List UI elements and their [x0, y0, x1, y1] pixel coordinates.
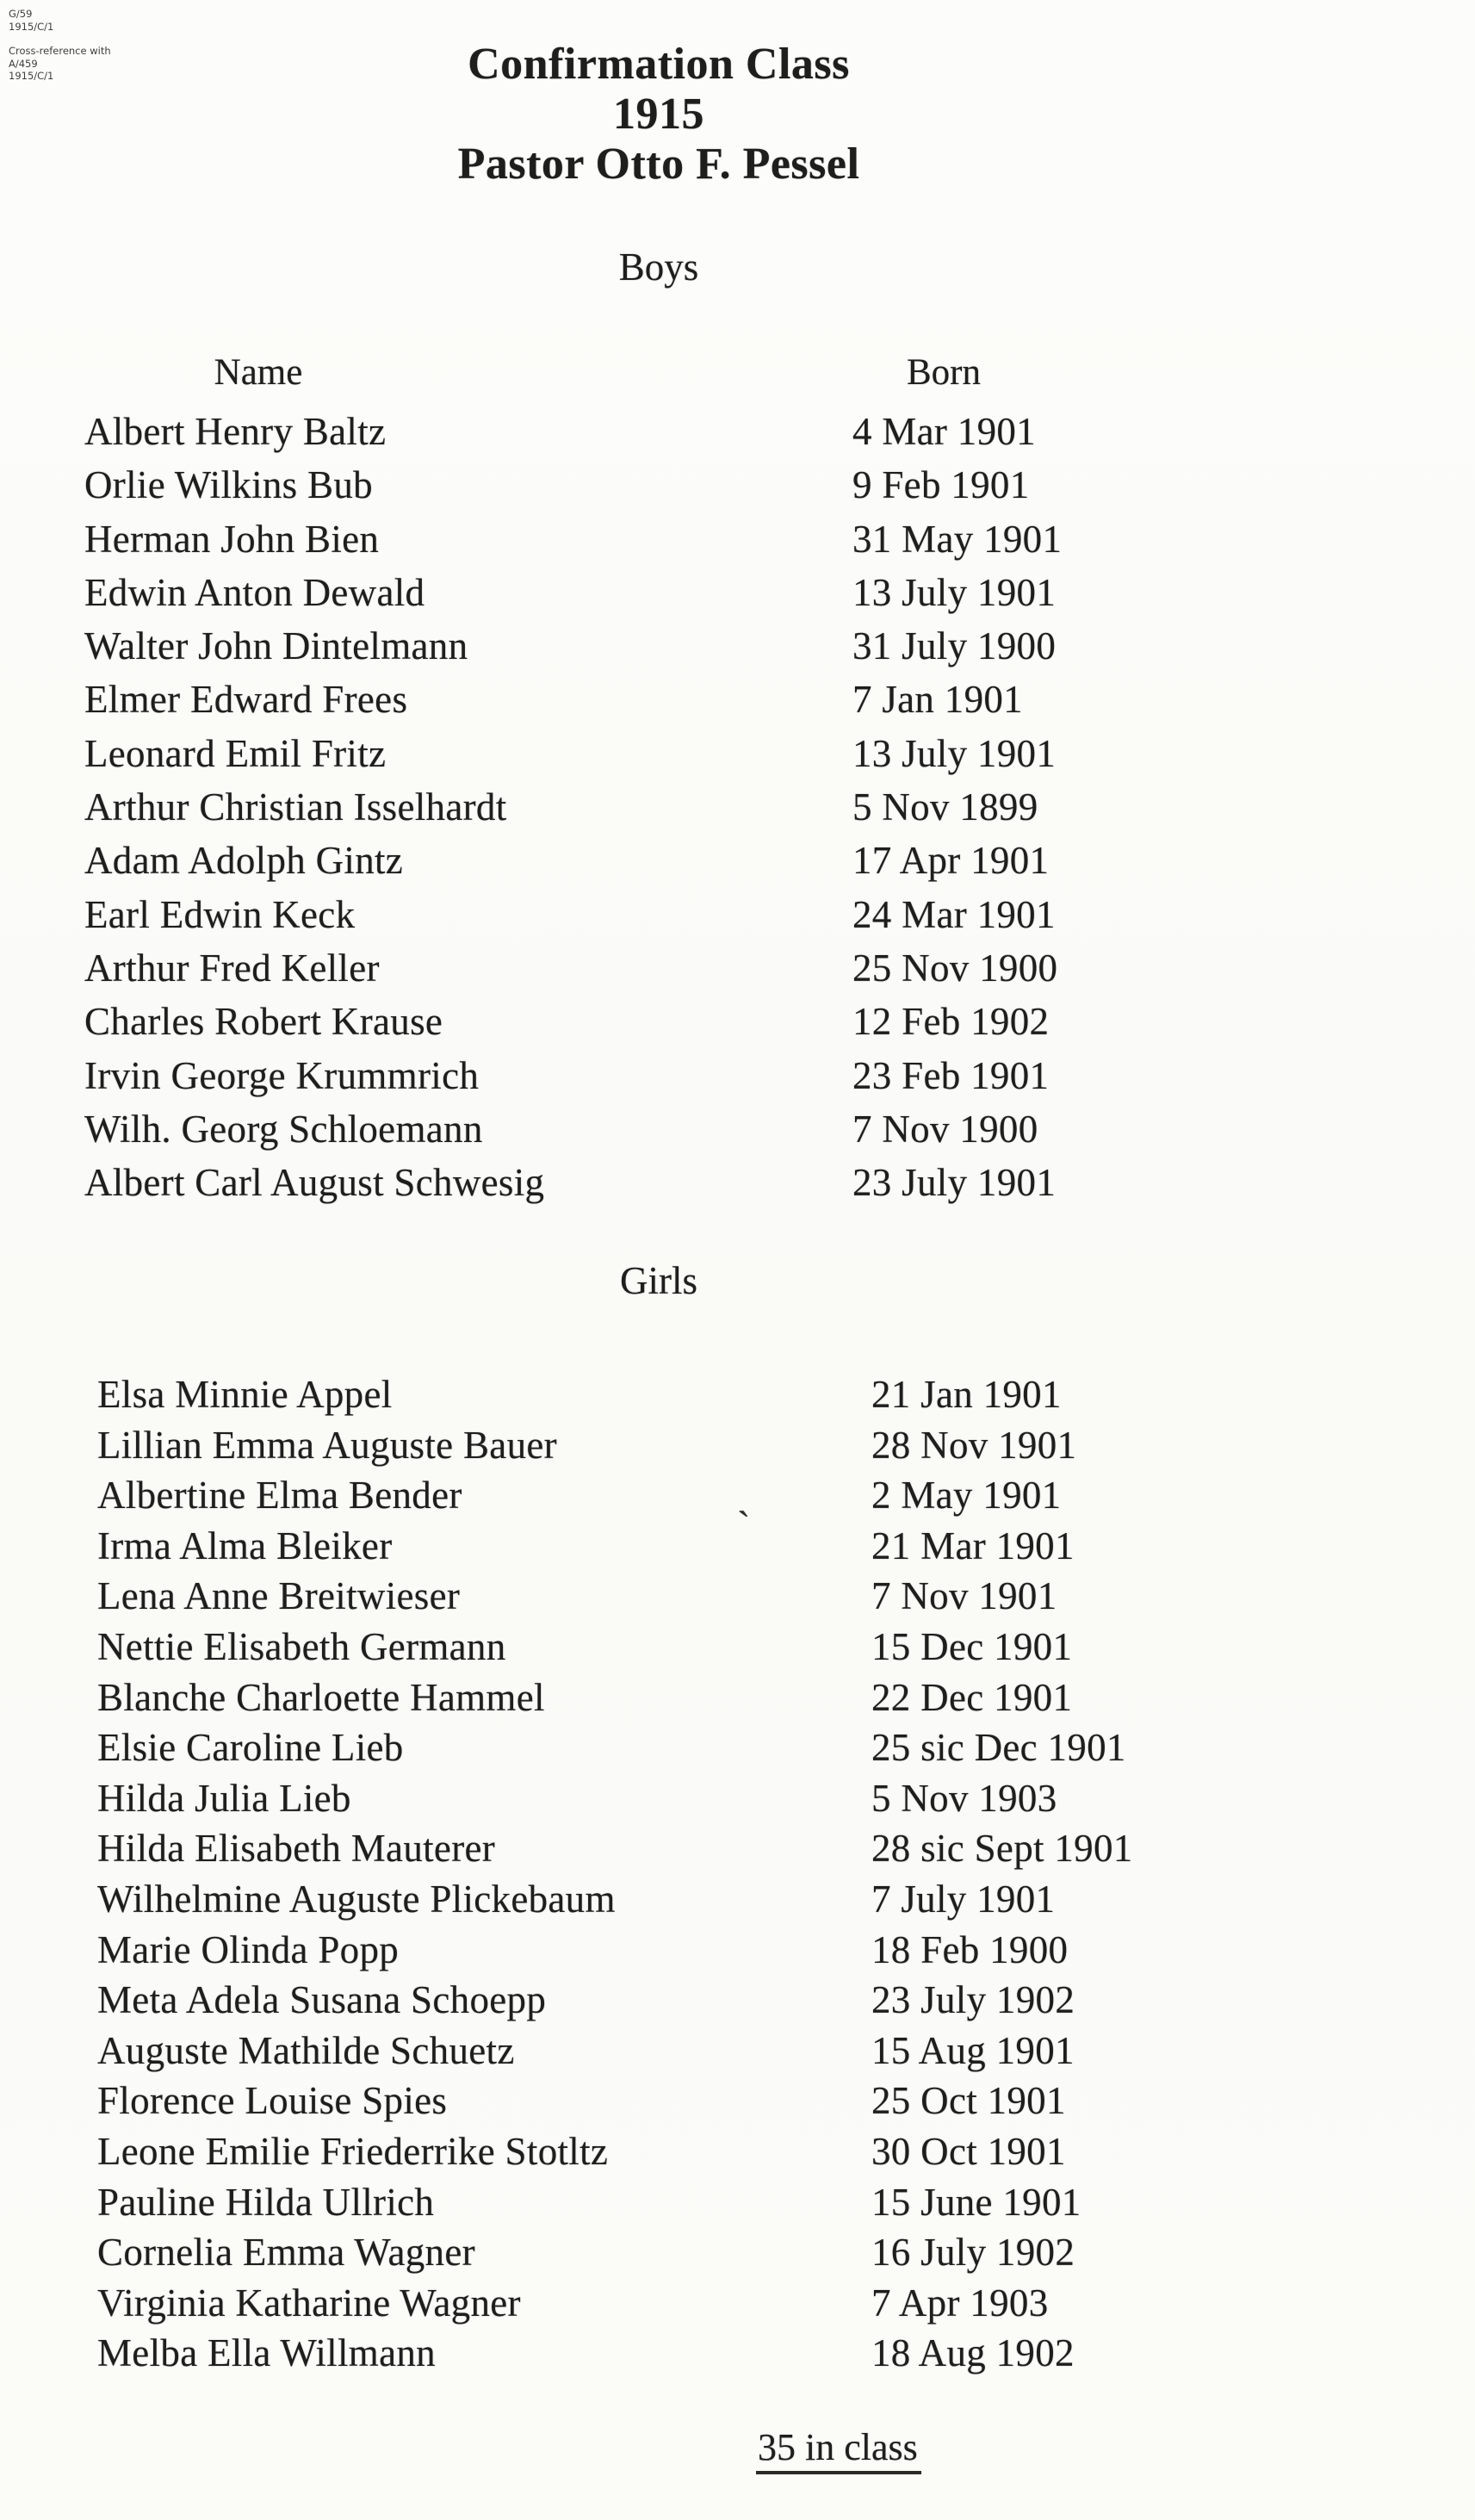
birth-date: 23 July 1902: [871, 1978, 1075, 2022]
birth-date: 9 Feb 1901: [852, 463, 1030, 507]
table-row: [0, 1722, 1475, 1773]
scan-artifact-tick: `: [737, 1503, 751, 1547]
student-name: Pauline Hilda Ullrich: [97, 2180, 435, 2224]
birth-date: 25 Oct 1901: [871, 2079, 1066, 2123]
table-row: [0, 1420, 1475, 1471]
birth-date: 15 Aug 1901: [871, 2028, 1075, 2072]
student-name: Florence Louise Spies: [97, 2079, 448, 2123]
table-row: [0, 405, 1475, 458]
student-name: Wilh. Georg Schloemann: [84, 1107, 483, 1151]
table-row: [0, 1925, 1475, 1976]
class-total: 35 in class: [756, 2427, 921, 2474]
student-name: Albert Henry Baltz: [84, 410, 387, 453]
student-name: Irma Alma Bleiker: [97, 1524, 393, 1567]
table-row: [0, 727, 1475, 780]
birth-date: 2 May 1901: [871, 1474, 1062, 1518]
student-name: Irvin George Krummrich: [84, 1053, 480, 1097]
table-row: [0, 834, 1475, 887]
table-row: [0, 1673, 1475, 1723]
student-name: Arthur Fred Keller: [84, 946, 380, 990]
birth-date: 16 July 1902: [871, 2231, 1075, 2275]
table-row: [0, 1369, 1475, 1420]
birth-date: 7 Nov 1900: [852, 1107, 1038, 1151]
table-row: [0, 888, 1475, 941]
table-row: [0, 566, 1475, 619]
table-row: [0, 2126, 1475, 2177]
table-row: [0, 1823, 1475, 1874]
birth-date: 25 sic Dec 1901: [871, 1726, 1126, 1770]
birth-date: 22 Dec 1901: [871, 1675, 1073, 1719]
table-row: [0, 2177, 1475, 2228]
table-row: [0, 2328, 1475, 2379]
cross-reference-label: Cross-reference with: [9, 45, 111, 57]
birth-date: 28 Nov 1901: [871, 1423, 1077, 1467]
table-row: [0, 2227, 1475, 2278]
student-name: Auguste Mathilde Schuetz: [97, 2028, 515, 2072]
boys-table: [0, 405, 1475, 1209]
table-row: [0, 512, 1475, 566]
girls-section-heading: Girls: [620, 1259, 697, 1302]
birth-date: 23 Feb 1901: [852, 1053, 1050, 1097]
birth-date: 31 May 1901: [852, 517, 1063, 561]
table-row: [0, 941, 1475, 995]
birth-date: 24 Mar 1901: [852, 892, 1056, 936]
table-row: [0, 780, 1475, 834]
birth-date: 18 Feb 1900: [871, 1927, 1069, 1971]
table-row: [0, 1156, 1475, 1209]
birth-date: 18 Aug 1902: [871, 2331, 1075, 2375]
title-line-year: 1915: [613, 90, 704, 139]
student-name: Hilda Julia Lieb: [97, 1776, 351, 1820]
student-name: Albertine Elma Bender: [97, 1474, 462, 1518]
student-name: Earl Edwin Keck: [84, 892, 356, 936]
table-row: [0, 1622, 1475, 1673]
student-name: Nettie Elisabeth Germann: [97, 1624, 506, 1668]
student-name: Orlie Wilkins Bub: [84, 463, 373, 507]
birth-date: 7 Apr 1903: [871, 2281, 1049, 2324]
birth-date: 21 Jan 1901: [871, 1373, 1062, 1416]
birth-date: 30 Oct 1901: [871, 2129, 1066, 2173]
student-name: Leonard Emil Fritz: [84, 731, 387, 775]
table-row: [0, 1975, 1475, 2026]
table-row: [0, 458, 1475, 512]
cross-reference-line: 1915/C/1: [9, 70, 54, 82]
student-name: Charles Robert Krause: [84, 1000, 443, 1044]
student-name: Adam Adolph Gintz: [84, 839, 404, 883]
table-row: [0, 1049, 1475, 1102]
birth-date: 7 Jan 1901: [852, 678, 1023, 722]
birth-date: 7 Nov 1901: [871, 1574, 1057, 1618]
birth-date: 7 July 1901: [871, 1877, 1056, 1921]
birth-date: 13 July 1901: [852, 731, 1057, 775]
archive-ref-line: 1915/C/1: [9, 20, 54, 33]
birth-date: 13 July 1901: [852, 570, 1057, 614]
table-row: [0, 1571, 1475, 1622]
title-line-pastor: Pastor Otto F. Pessel: [457, 140, 860, 189]
student-name: Herman John Bien: [84, 517, 380, 561]
student-name: Elsa Minnie Appel: [97, 1373, 393, 1416]
cross-reference-line: A/459: [9, 57, 38, 70]
student-name: Lillian Emma Auguste Bauer: [97, 1423, 557, 1467]
archive-ref-line: G/59: [9, 8, 33, 20]
student-name: Cornelia Emma Wagner: [97, 2231, 475, 2275]
student-name: Virginia Katharine Wagner: [97, 2281, 521, 2324]
birth-date: 4 Mar 1901: [852, 410, 1036, 453]
student-name: Arthur Christian Isselhardt: [84, 785, 507, 829]
table-row: [0, 2278, 1475, 2329]
table-row: [0, 995, 1475, 1048]
birth-date: 15 June 1901: [871, 2180, 1081, 2224]
birth-date: 23 July 1901: [852, 1161, 1057, 1205]
table-row: [0, 619, 1475, 673]
student-name: Marie Olinda Popp: [97, 1927, 400, 1971]
table-row: [0, 673, 1475, 726]
student-name: Wilhelmine Auguste Plickebaum: [97, 1877, 616, 1921]
birth-date: 31 July 1900: [852, 624, 1057, 668]
student-name: Lena Anne Breitwieser: [97, 1574, 461, 1618]
student-name: Walter John Dintelmann: [84, 624, 468, 668]
student-name: Edwin Anton Dewald: [84, 570, 425, 614]
student-name: Elsie Caroline Lieb: [97, 1726, 404, 1770]
table-row: [0, 1773, 1475, 1824]
table-row: [0, 1874, 1475, 1925]
birth-date: 5 Nov 1903: [871, 1776, 1057, 1820]
student-name: Elmer Edward Frees: [84, 678, 408, 722]
title-line-class: Confirmation Class: [468, 40, 850, 89]
student-name: Blanche Charloette Hammel: [97, 1675, 545, 1719]
student-name: Meta Adela Susana Schoepp: [97, 1978, 547, 2022]
birth-date: 25 Nov 1900: [852, 946, 1058, 990]
birth-date: 12 Feb 1902: [852, 1000, 1050, 1044]
document-title: [0, 40, 1317, 189]
student-name: Albert Carl August Schwesig: [84, 1161, 545, 1205]
table-row: [0, 2026, 1475, 2076]
student-name: Hilda Elisabeth Mauterer: [97, 1827, 496, 1871]
student-name: Leone Emilie Friederrike Stotltz: [97, 2129, 609, 2173]
archive-ref-block: [9, 8, 111, 33]
name-column-header: Name: [214, 352, 303, 393]
birth-date: 21 Mar 1901: [871, 1524, 1075, 1567]
boys-section-heading: Boys: [618, 245, 699, 289]
born-column-header: Born: [907, 352, 981, 393]
table-row: [0, 1102, 1475, 1156]
table-row: [0, 2076, 1475, 2126]
birth-date: 17 Apr 1901: [852, 839, 1050, 883]
student-name: Melba Ella Willmann: [97, 2331, 436, 2375]
birth-date: 5 Nov 1899: [852, 785, 1038, 829]
birth-date: 15 Dec 1901: [871, 1624, 1073, 1668]
birth-date: 28 sic Sept 1901: [871, 1827, 1133, 1871]
